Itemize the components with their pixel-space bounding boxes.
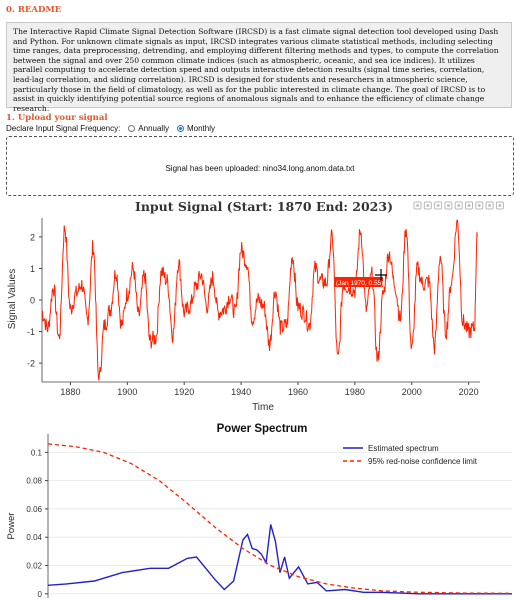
pan-icon[interactable] xyxy=(435,202,442,209)
radio-monthly-label: Monthly xyxy=(186,124,215,133)
chart1-y-tick-label: 0 xyxy=(29,295,35,306)
zoom-icon[interactable] xyxy=(424,202,431,209)
chart2-y-tick-label: 0.06 xyxy=(26,504,42,514)
chart2-y-tick-label: 0 xyxy=(37,589,42,599)
zoom-out-icon[interactable] xyxy=(455,202,462,209)
chart1-x-tick-label: 1880 xyxy=(60,387,81,397)
chart-modebar[interactable] xyxy=(414,202,503,209)
hover-tooltip xyxy=(334,269,387,287)
plotly-logo-icon[interactable] xyxy=(496,202,503,209)
camera-icon[interactable] xyxy=(414,202,421,209)
chart2-y-tick-label: 0.02 xyxy=(26,561,42,571)
legend-label-spectrum: Estimated spectrum xyxy=(368,444,439,453)
chart1-x-tick-label: 1920 xyxy=(174,387,195,397)
radio-annually-button[interactable] xyxy=(128,125,135,132)
chart2-legend xyxy=(343,444,478,466)
legend-label-confidence: 95% red-noise confidence limit xyxy=(368,457,477,466)
chart1-y-tick-label: 1 xyxy=(29,263,35,274)
radio-monthly[interactable] xyxy=(177,124,215,133)
upload-title: 1. Upload your signal xyxy=(6,113,108,123)
home-icon[interactable] xyxy=(476,202,483,209)
chart1-y-tick-label: -2 xyxy=(26,358,35,369)
input-signal-chart[interactable] xyxy=(0,196,530,418)
upload-status: Signal has been uploaded: nino34.long.anom.data.txt xyxy=(165,164,355,173)
radio-annually[interactable] xyxy=(128,124,169,133)
chart2-y-tick-label: 0.08 xyxy=(26,476,42,486)
radio-annually-label: Annually xyxy=(138,124,169,133)
chart1-xlabel: Time xyxy=(252,402,274,413)
chart2-title: Power Spectrum xyxy=(216,423,308,435)
zoom-in-icon[interactable] xyxy=(445,202,452,209)
hover-tooltip-text: (Jan 1970, 0.55) xyxy=(336,280,384,287)
autoscale-icon[interactable] xyxy=(466,202,473,209)
readme-text: The Interactive Rapid Climate Signal Detection Software (IRCSD) is a fast climate signal detection tool developed using Dash and Python. For unknown climate signals as input, IRCSD integrates various climate statistical methods, including selecting time ranges, data preprocessing, detrending, and employing different filtering methods and types, to compute the correlation between the signal and over 250 common climate indices (such as atmospheric, oceanic, and sea ice indices). It utilizes parallel computing to accelerate detection speed and outputs interactive detection results (signal time series, correlation, lead-lag correlation, and sliding correlation). IRCSD is designed for students and researchers in atmospheric science, particularly those in the field of climatology, as well as for the public interested in climate change. The goal of IRCSD is to assist in quickly identifying potential source regions of anomalous signals and to enhance the efficiency of climate change research. xyxy=(13,27,499,113)
frequency-label: Declare Input Signal Frequency: xyxy=(6,124,121,133)
chart1-y-tick-label: -1 xyxy=(26,327,35,338)
chart1-y-tick-label: 2 xyxy=(29,232,35,243)
chart2-ylabel: Power xyxy=(6,512,17,540)
chart1-title: Input Signal (Start: 1870 End: 2023) xyxy=(134,199,394,214)
chart1-x-tick-label: 1900 xyxy=(117,387,138,397)
chart2-y-tick-label: 0.1 xyxy=(30,448,42,458)
file-upload-dropzone[interactable] xyxy=(6,136,514,196)
readme-title: 0. README xyxy=(6,5,62,15)
frequency-selector xyxy=(6,124,215,133)
power-spectrum-chart[interactable] xyxy=(0,418,530,600)
chart1-ylabel: Signal Values xyxy=(7,268,18,330)
radio-monthly-button[interactable] xyxy=(177,125,184,132)
chart1-x-tick-label: 2020 xyxy=(458,387,479,397)
readme-text-box xyxy=(6,22,512,113)
chart1-x-tick-label: 2000 xyxy=(401,387,422,397)
spike-icon[interactable] xyxy=(486,202,493,209)
chart1-x-tick-label: 1980 xyxy=(344,387,365,397)
chart1-x-tick-label: 1940 xyxy=(231,387,252,397)
estimated-spectrum-line xyxy=(48,525,512,594)
chart2-y-tick-label: 0.04 xyxy=(26,533,42,543)
chart1-x-tick-label: 1960 xyxy=(287,387,308,397)
signal-series-line xyxy=(42,220,477,381)
